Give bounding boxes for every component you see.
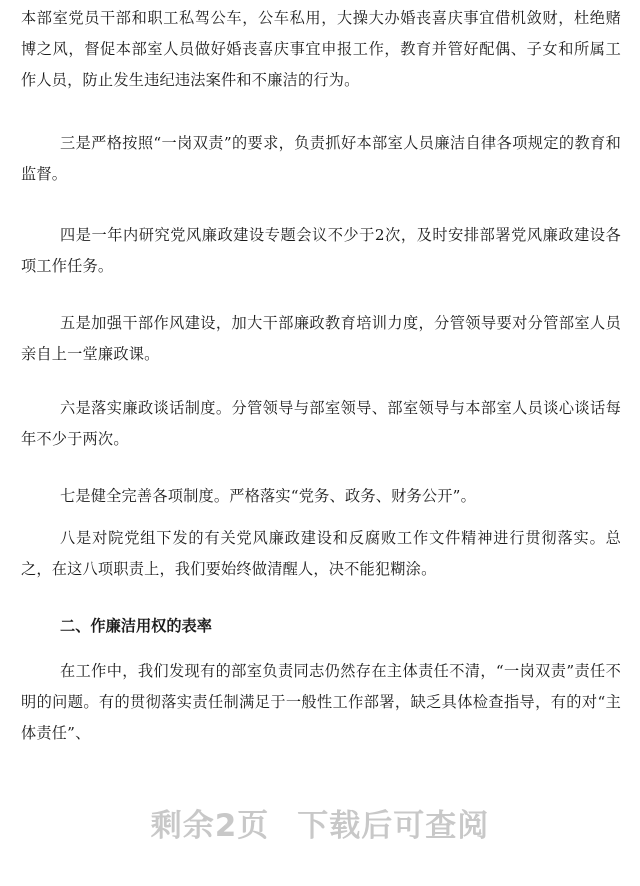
watermark-download-prompt: 下载后可查阅	[297, 808, 490, 844]
paragraph-continued: 本部室党员干部和职工私驾公车，公车私用，大操大办婚丧喜庆事宜借机敛财，杜绝赌博之风，督促本部室人员做好婚丧喜庆事宜申报工作，教育并管好配偶、子女和所属工作人员，防止发生违纪违法案件和不廉洁的行为。	[21, 9, 621, 89]
paragraph-item-6: 六是落实廉政谈话制度。分管领导与部室领导、部室领导与本部室人员谈心谈话每年不少于两次。	[21, 399, 621, 448]
section-heading: 二、作廉洁用权的表率	[60, 617, 212, 635]
paragraph-item-7: 七是健全完善各项制度。严格落实“党务、政务、财务公开”。	[60, 487, 477, 505]
paragraph-item-8: 八是对院党组下发的有关党风廉政建设和反腐败工作文件精神进行贯彻落实。总之，在这八项职责上，我们要始终做清醒人，决不能犯糊涂。	[21, 529, 621, 578]
paragraph-item-3: 三是严格按照“一岗双责”的要求，负责抓好本部室人员廉洁自律各项规定的教育和监督。	[21, 134, 621, 183]
watermark-remaining-pages: 剩余2页	[150, 808, 270, 844]
paragraph-item-5: 五是加强干部作风建设，加大干部廉政教育培训力度，分管领导要对分管部室人员亲自上一堂廉政课。	[21, 314, 621, 363]
paragraph-final: 在工作中，我们发现有的部室负责同志仍然存在主体责任不清，“一岗双责”责任不明的问题。有的贯彻落实责任制满足于一般性工作部署，缺乏具体检查指导，有的对“主体责任”、	[21, 662, 621, 742]
paragraph-item-4: 四是一年内研究党风廉政建设专题会议不少于2次，及时安排部署党风廉政建设各项工作任务。	[21, 226, 621, 275]
download-watermark	[0, 800, 640, 845]
